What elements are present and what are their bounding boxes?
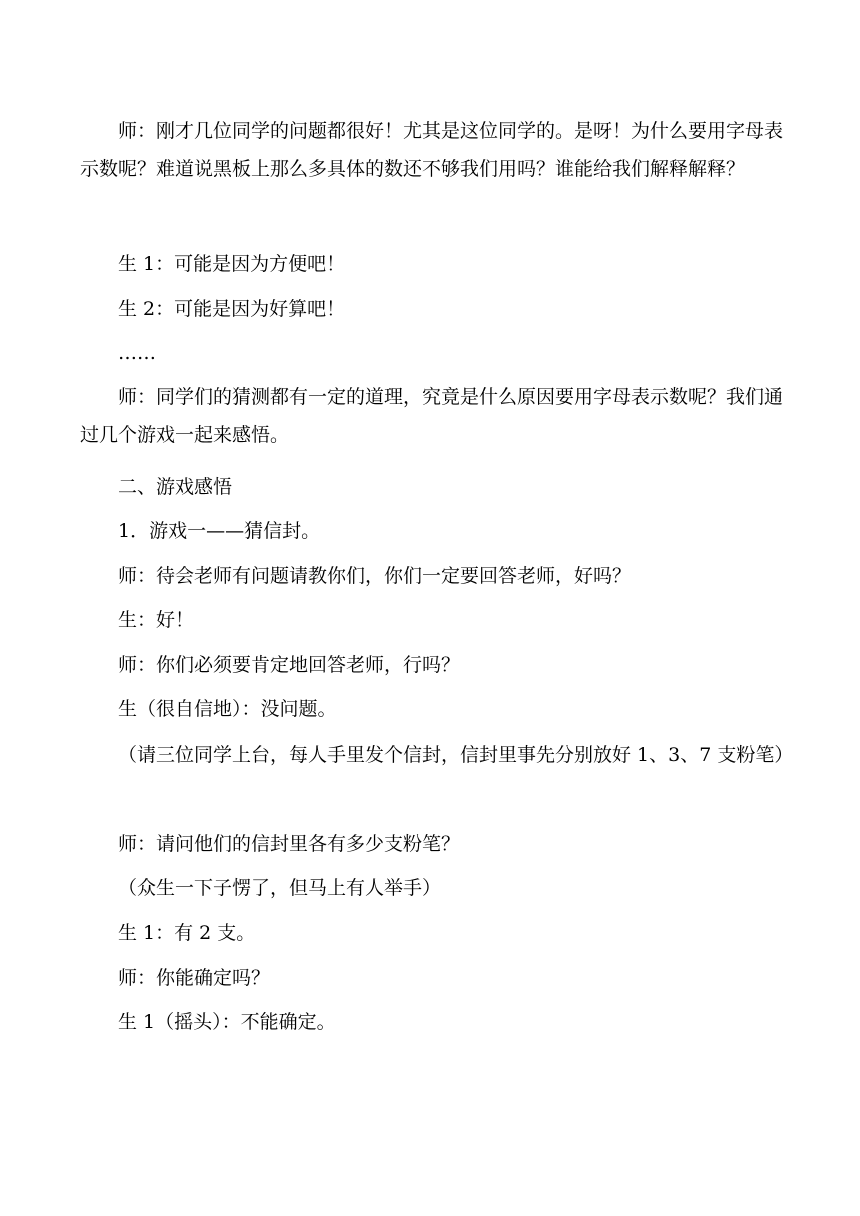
paragraph-teacher-guess: 师：同学们的猜测都有一定的道理，究竟是什么原因要用字母表示数呢？我们通过几个游戏一起来感悟。	[80, 386, 784, 446]
paragraph-teacher-sure: 师：你能确定吗？	[118, 967, 271, 989]
paragraph-teacher-question: 师：刚才几位同学的问题都很好！尤其是这位同学的。是呀！为什么要用字母表示数呢？难道说黑板上那么多具体的数还不够我们用吗？谁能给我们解释解释？	[80, 120, 784, 180]
paragraph-teacher-must: 师：你们必须要肯定地回答老师，行吗？	[118, 654, 461, 676]
paragraph-stage-direction-envelopes: （请三位同学上台，每人手里发个信封，信封里事先分别放好 1、3、7 支粉笔）	[118, 744, 794, 766]
paragraph-student2-easy: 生 2：可能是因为好算吧！	[118, 298, 346, 320]
paragraph-student-confident: 生（很自信地）：没问题。	[118, 698, 337, 720]
paragraph-teacher-wait: 师：待会老师有问题请教你们，你们一定要回答老师，好吗？	[118, 565, 632, 587]
paragraph-student1-convenient: 生 1：可能是因为方便吧！	[118, 253, 346, 275]
paragraph-student1-two: 生 1：有 2 支。	[118, 922, 256, 944]
paragraph-ellipsis: ……	[118, 342, 156, 364]
paragraph-student1-not-sure: 生 1（摇头）：不能确定。	[118, 1011, 336, 1033]
paragraph-stage-direction-stunned: （众生一下子愣了，但马上有人举手）	[118, 877, 442, 899]
paragraph-teacher-how-many: 师：请问他们的信封里各有多少支粉笔？	[118, 833, 461, 855]
paragraph-student-ok: 生：好！	[118, 609, 195, 631]
subheading-game-one: 1．游戏一——猜信封。	[118, 520, 321, 542]
section-heading-game: 二、游戏感悟	[118, 476, 233, 498]
